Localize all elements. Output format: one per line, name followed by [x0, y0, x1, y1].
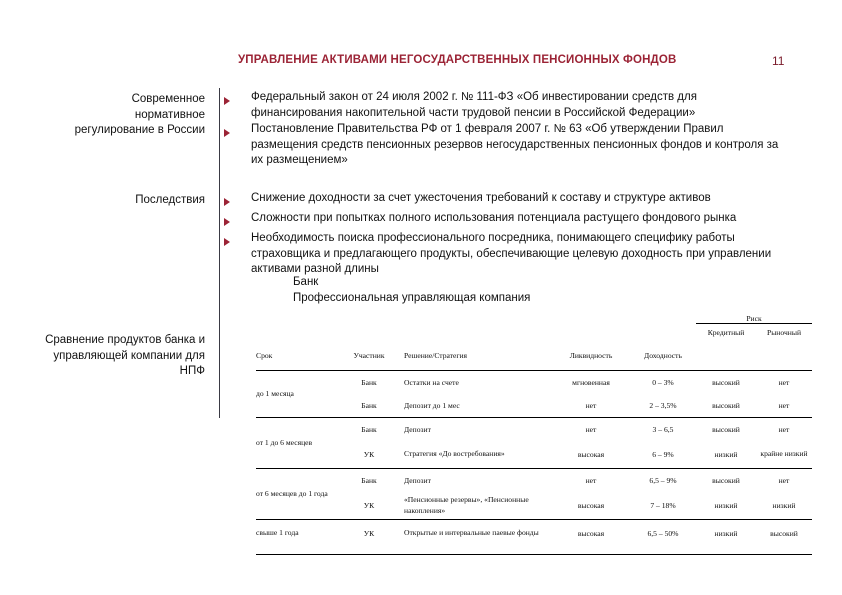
th-likvidnost — [552, 314, 630, 340]
page-number: 11 — [772, 54, 785, 68]
cell-srok: от 1 до 6 месяцев — [256, 418, 334, 469]
cell-risk-credit: высокий — [712, 401, 740, 410]
cell-uchastnik: УК — [363, 450, 375, 459]
vertical-divider — [219, 88, 220, 418]
cell-dohodnost: 7 – 18% — [650, 501, 676, 510]
triangle-bullet-icon — [221, 122, 251, 141]
triangle-bullet-icon — [221, 231, 251, 250]
cell-risk-credit: низкий — [714, 450, 738, 459]
cell-dohodnost: 0 – 3% — [652, 378, 674, 387]
comparison-table-wrapper — [256, 314, 812, 555]
th-srok — [256, 314, 334, 340]
cell-likvidnost: нет — [552, 469, 630, 493]
cell-risk-market: высокий — [756, 520, 812, 548]
table-body — [256, 371, 812, 556]
table-row — [256, 371, 812, 395]
cell-likvidnost: высокая — [577, 450, 605, 459]
cell-uchastnik: УК — [334, 520, 404, 548]
triangle-bullet-icon — [221, 211, 251, 230]
cell-risk-market: нет — [756, 418, 812, 442]
bullet-text: Снижение доходности за счет ужесточения требований к составу и структуре активов — [251, 192, 711, 204]
table-bottom-rule-row — [256, 555, 812, 556]
table-spacer-cell — [256, 547, 812, 555]
table-bottom-rule — [256, 555, 812, 556]
cell-dohodnost: 3 – 6,5 — [630, 418, 696, 442]
cell-srok: до 1 месяца — [256, 389, 294, 398]
cell-srok: свыше 1 года — [256, 520, 334, 548]
cell-likvidnost: мгновенная — [572, 378, 610, 387]
cell-risk-market: нет — [778, 378, 790, 387]
bullet-item — [221, 211, 781, 230]
th-srok-label: Срок — [256, 350, 273, 360]
cell-risk-market: нет — [778, 401, 790, 410]
cell-dohodnost: 2 – 3,5% — [649, 401, 677, 410]
bullet-item — [221, 191, 781, 210]
cell-reshenie: Стратегия «До востребования» — [404, 449, 505, 459]
section-label-comparison: Сравнение продуктов банка и управляющей компании для НПФ — [45, 334, 205, 377]
section-label-regulation: Современное нормативное регулирование в России — [74, 93, 205, 136]
cell-reshenie: Остатки на счете — [404, 378, 459, 387]
th-risk-credit-spacer — [696, 340, 756, 371]
th-likvidnost-label: Ликвидность — [569, 350, 613, 360]
cell-risk-credit: низкий — [696, 520, 756, 548]
cell-risk-market: крайне низкий — [760, 449, 808, 459]
cell-dohodnost: 6,5 – 50% — [630, 520, 696, 548]
bullet-text: Сложности при попытках полного использования потенциала растущего фондового рынка — [251, 212, 737, 224]
table-row — [256, 492, 812, 520]
table-row — [256, 441, 812, 469]
cell-uchastnik: Банк — [361, 378, 377, 387]
th-dohodnost — [630, 314, 696, 340]
bullet-item — [221, 90, 781, 121]
cell-risk-credit: высокий — [696, 418, 756, 442]
bullet-list-consequences — [221, 191, 781, 279]
bullet-text: Необходимость поиска профессионального посредника, понимающего специфику работы страховщика и предлагающего продукты, обеспечивающие целевую доходность при управлении активами разной длины — [251, 232, 772, 276]
cell-likvidnost: высокая — [577, 501, 605, 510]
table-row — [256, 520, 812, 548]
table-row — [256, 394, 812, 418]
cell-reshenie: Депозит до 1 мес — [404, 401, 460, 410]
triangle-bullet-icon — [221, 191, 251, 210]
cell-reshenie: Открытые и интервальные паевые фонды — [404, 520, 552, 548]
cell-uchastnik: УК — [363, 501, 375, 510]
th-reshenie-label: Решение/Стратегия — [404, 350, 468, 360]
cell-risk-credit: низкий — [714, 501, 738, 510]
th-risk-credit: Кредитный — [707, 327, 745, 337]
cell-likvidnost: нет — [585, 401, 597, 410]
cell-risk-credit: высокий — [696, 469, 756, 493]
triangle-bullet-icon — [221, 90, 251, 109]
th-uchastnik-label: Участник — [353, 350, 385, 360]
cell-risk-market: низкий — [772, 501, 796, 510]
cell-uchastnik: Банк — [361, 401, 377, 410]
th-risk-group: Риск — [696, 314, 812, 324]
bullet-text: Постановление Правительства РФ от 1 февраля 2007 г. № 63 «Об утверждении Правил размещения средств пенсионных резервов негосударственных пенсионных фондов и контроля за их размещением» — [251, 123, 779, 167]
bullet-list-regulation — [221, 90, 781, 170]
cell-risk-credit: высокий — [712, 378, 740, 387]
comparison-table — [256, 314, 812, 555]
table-row — [256, 469, 812, 493]
th-uchastnik — [334, 314, 404, 340]
cell-risk-market: нет — [756, 469, 812, 493]
cell-likvidnost: высокая — [552, 520, 630, 548]
th-risk-market: Рыночный — [766, 327, 802, 337]
bullet-item — [221, 122, 781, 169]
cell-reshenie: Депозит — [404, 469, 552, 493]
table-row — [256, 418, 812, 442]
table-spacer-row — [256, 547, 812, 555]
plain-line-management-company: Профессиональная управляющая компания — [293, 292, 531, 304]
section-label-consequences: Последствия — [135, 194, 205, 206]
cell-reshenie: «Пенсионные резервы», «Пенсионные накопления» — [404, 495, 529, 515]
cell-reshenie: Депозит — [404, 418, 552, 442]
table-head — [256, 314, 812, 371]
cell-srok: от 6 месяцев до 1 года — [256, 469, 334, 520]
table-header-label-row — [256, 340, 812, 371]
page-title: УПРАВЛЕНИЕ АКТИВАМИ НЕГОСУДАРСТВЕННЫХ ПЕНСИОННЫХ ФОНДОВ — [238, 54, 677, 66]
cell-uchastnik: Банк — [334, 469, 404, 493]
bullet-text: Федеральный закон от 24 июля 2002 г. № 111-ФЗ «Об инвестировании средств для финансирования накопительной части трудовой пенсии в Российской Федерации» — [251, 91, 697, 119]
plain-line-bank: Банк — [293, 276, 319, 288]
bullet-item — [221, 231, 781, 278]
cell-likvidnost: нет — [552, 418, 630, 442]
cell-dohodnost: 6,5 – 9% — [630, 469, 696, 493]
cell-dohodnost: 6 – 9% — [652, 450, 674, 459]
th-reshenie — [404, 314, 552, 340]
table-header-group-row — [256, 314, 812, 324]
th-risk-market-spacer — [756, 340, 812, 371]
th-dohodnost-label: Доходность — [644, 350, 682, 360]
cell-uchastnik: Банк — [334, 418, 404, 442]
